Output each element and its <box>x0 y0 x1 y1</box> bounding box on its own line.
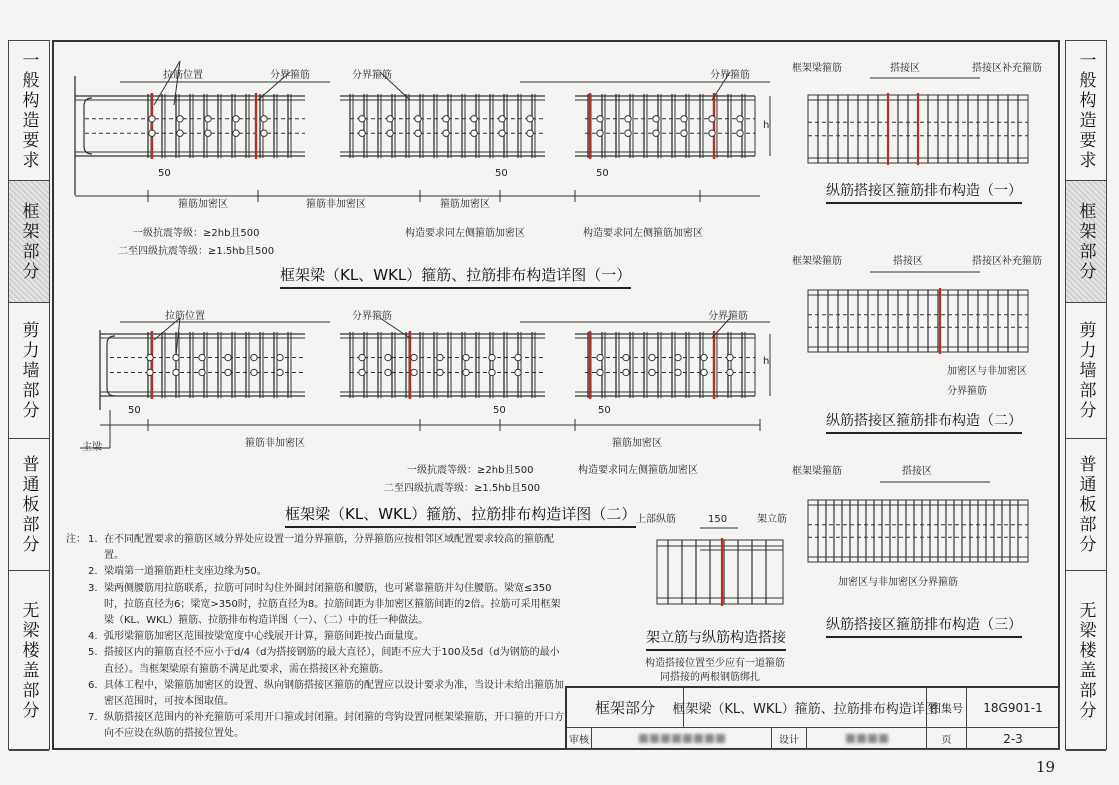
note-item <box>66 645 566 677</box>
tie-bar <box>233 116 239 122</box>
tie-bar <box>471 116 477 122</box>
label-main-beam: 主梁 <box>82 442 102 453</box>
zone-sparse: 箍筋非加密区 <box>306 199 366 210</box>
requirement-note: 构造要求同左侧箍筋加密区 <box>405 228 525 239</box>
label-tie-position: 拉筋位置 <box>163 70 203 81</box>
requirement-note: 构造要求同左侧箍筋加密区 <box>578 465 698 476</box>
tie-bar <box>277 354 283 360</box>
tie-bar <box>387 116 393 122</box>
erect-note-2: 同搭接的两根钢筋绑扎 <box>660 672 760 683</box>
tb-page-label: 页 <box>927 728 967 750</box>
note-item <box>66 629 566 645</box>
tie-bar <box>205 116 211 122</box>
note-number: 3. <box>88 582 98 594</box>
caption-detail-2: 框架梁（KL、WKL）箍筋、拉筋排布构造详图（二） <box>285 503 636 528</box>
tie-bar <box>675 354 681 360</box>
zone-dense: 箍筋加密区 <box>440 199 490 210</box>
tie-bar <box>653 116 659 122</box>
note-label <box>66 564 88 580</box>
tie-bar <box>625 130 631 136</box>
note-number: 7. <box>88 712 98 724</box>
tie-bar <box>489 369 495 375</box>
tie-bar <box>149 130 155 136</box>
tie-bar <box>385 354 391 360</box>
label-lap-zone: 搭接区 <box>902 466 932 477</box>
tie-bar <box>597 369 603 375</box>
tie-bar <box>411 354 417 360</box>
note-label <box>66 645 88 677</box>
dim-50: 50 <box>158 168 171 179</box>
caption-lap-1: 纵筋搭接区箍筋排布构造（一） <box>826 180 1022 204</box>
tie-bar <box>415 130 421 136</box>
note-number: 4. <box>88 631 98 643</box>
tie-bar <box>385 369 391 375</box>
side-tab-label: 一般构造要求 <box>18 50 39 171</box>
tie-bar <box>675 369 681 375</box>
note-boundary-stirrup: 分界箍筋 <box>947 386 987 397</box>
tie-bar <box>443 130 449 136</box>
label-boundary-stirrup: 分界箍筋 <box>710 70 750 81</box>
caption-lap-2: 纵筋搭接区箍筋排布构造（二） <box>826 410 1022 434</box>
label-frame-stirrup: 框架梁箍筋 <box>792 63 842 74</box>
tie-bar <box>177 116 183 122</box>
label-lap-zone: 搭接区 <box>890 63 920 74</box>
tb-atlas-label: 图集号 <box>927 688 967 728</box>
note-text: 具体工程中，梁箍筋加密区的设置、纵向钢筋搭接区箍筋的配置应以设计要求为准，当设计未给出箍筋加密区范围时，可按本图取值。 <box>104 679 564 708</box>
note-text: 弧形梁箍筋加密区范围按梁宽度中心线展开计算，箍筋间距按凸面量度。 <box>104 631 424 643</box>
note-number: 6. <box>88 679 98 691</box>
zone-dense: 箍筋加密区 <box>612 438 662 449</box>
tb-title: 框架梁（KL、WKL）箍筋、拉筋排布构造详图 <box>684 688 927 728</box>
label-frame-stirrup: 框架梁箍筋 <box>792 466 842 477</box>
tie-bar <box>359 116 365 122</box>
label-lap-zone: 搭接区 <box>893 256 923 267</box>
requirement-note: 构造要求同左侧箍筋加密区 <box>583 228 703 239</box>
tie-bar <box>225 354 231 360</box>
grade-1: 一级抗震等级：≥2hb且500 <box>407 465 534 476</box>
tie-bar <box>681 116 687 122</box>
grade-2-4: 二至四级抗震等级：≥1.5hb且500 <box>118 246 275 257</box>
tie-bar <box>173 369 179 375</box>
tie-bar <box>649 354 655 360</box>
tb-section: 框架部分 <box>567 688 684 728</box>
title-block <box>565 686 1060 750</box>
side-tab-label: 框架部分 <box>18 201 39 282</box>
tie-bar <box>463 369 469 375</box>
note-zone-boundary: 加密区与非加密区分界箍筋 <box>838 577 958 588</box>
side-tab-label: 剪力墙部分 <box>18 320 39 421</box>
tie-bar <box>653 130 659 136</box>
label-lap-extra: 搭接区补充箍筋 <box>972 63 1042 74</box>
tie-bar <box>177 130 183 136</box>
dim-50: 50 <box>495 168 508 179</box>
note-item <box>66 678 566 710</box>
zone-sparse: 箍筋非加密区 <box>245 438 305 449</box>
tie-bar <box>437 369 443 375</box>
tb-atlas-no: 18G901-1 <box>967 688 1060 728</box>
page-number: 19 <box>1036 758 1056 776</box>
tb-review-signature <box>592 728 772 750</box>
tie-bar <box>251 354 257 360</box>
tie-bar <box>205 130 211 136</box>
note-number: 2. <box>88 566 98 578</box>
tie-bar <box>387 130 393 136</box>
caption-detail-1: 框架梁（KL、WKL）箍筋、拉筋排布构造详图（一） <box>280 264 631 289</box>
dim-50: 50 <box>128 405 141 416</box>
tie-bar <box>625 116 631 122</box>
zone-dense: 箍筋加密区 <box>178 199 228 210</box>
tie-bar <box>499 116 505 122</box>
tie-bar <box>709 130 715 136</box>
side-tab-label: 普通板部分 <box>1075 454 1096 555</box>
note-label <box>66 629 88 645</box>
tie-bar <box>681 130 687 136</box>
caption-lap-3: 纵筋搭接区箍筋排布构造（三） <box>826 614 1022 638</box>
side-tab-label: 框架部分 <box>1075 201 1096 282</box>
tie-bar <box>727 369 733 375</box>
tie-bar <box>515 369 521 375</box>
side-tab-label: 剪力墙部分 <box>1075 320 1096 421</box>
tie-bar <box>597 354 603 360</box>
note-number: 1. <box>88 534 98 545</box>
label-boundary-stirrup: 分界箍筋 <box>270 70 310 81</box>
label-tie-position: 拉筋位置 <box>165 311 205 322</box>
tie-bar <box>359 369 365 375</box>
note-text: 梁两侧腰筋用拉筋联系，拉筋可同时勾住外圈封闭箍筋和腰筋，也可紧靠箍筋并勾住腰筋。梁宽≤350时，拉筋直径为6；梁宽>350时，拉筋直径为8。拉筋间距为非加密区箍筋间距的2倍。拉筋可采用框架梁（KL、WKL）箍筋、拉筋排布构造详图（一）、（二）中的任一种做法。 <box>104 582 561 627</box>
note-item <box>66 581 566 630</box>
tie-bar <box>527 130 533 136</box>
tie-bar <box>623 354 629 360</box>
dim-50: 50 <box>596 168 609 179</box>
tie-bar <box>701 354 707 360</box>
label-lap-extra: 搭接区补充箍筋 <box>972 256 1042 267</box>
side-tab-label: 无梁楼盖部分 <box>18 600 39 721</box>
tie-bar <box>173 354 179 360</box>
tb-design-signature <box>807 728 927 750</box>
tie-bar <box>261 116 267 122</box>
tie-bar <box>225 369 231 375</box>
label-height: h <box>763 120 770 131</box>
note-label: 注： <box>66 534 86 545</box>
label-erect-bar: 架立筋 <box>757 514 787 525</box>
label-frame-stirrup: 框架梁箍筋 <box>792 256 842 267</box>
tie-bar <box>199 369 205 375</box>
grade-2-4: 二至四级抗震等级：≥1.5hb且500 <box>384 483 541 494</box>
lap3-beam <box>808 500 1028 562</box>
tb-page-no: 2-3 <box>967 728 1060 750</box>
side-tab-label: 无梁楼盖部分 <box>1075 600 1096 721</box>
caption-erect-bar: 架立筋与纵筋构造搭接 <box>646 627 786 651</box>
note-text: 在不同配置要求的箍筋区域分界处应设置一道分界箍筋，分界箍筋应按相邻区域配置要求较高的箍筋配置。 <box>104 534 554 562</box>
note-text: 搭接区内的箍筋直径不应小于d/4（d为搭接钢筋的最大直径），间距不应大于100及5d（d为钢筋的最小直径）。当框架梁原有箍筋不满足此要求，需在搭接区补充箍筋。 <box>104 647 560 675</box>
beam-end-hook <box>84 98 92 154</box>
tie-bar <box>515 354 521 360</box>
tie-bar <box>527 116 533 122</box>
label-boundary-stirrup: 分界箍筋 <box>352 70 392 81</box>
tie-bar <box>359 130 365 136</box>
note-label <box>66 581 88 630</box>
tie-bar <box>233 130 239 136</box>
tie-bar <box>261 130 267 136</box>
note-label <box>66 678 88 710</box>
side-tab-label: 一般构造要求 <box>1075 50 1096 171</box>
dim-50: 50 <box>493 405 506 416</box>
tie-bar <box>499 130 505 136</box>
tie-bar <box>727 354 733 360</box>
tie-bar <box>147 354 153 360</box>
tie-bar <box>199 354 205 360</box>
tie-bar <box>463 354 469 360</box>
tie-bar <box>737 116 743 122</box>
tie-bar <box>443 116 449 122</box>
tie-bar <box>597 130 603 136</box>
tie-bar <box>359 354 365 360</box>
tie-bar <box>737 130 743 136</box>
dim-50: 50 <box>598 405 611 416</box>
label-boundary-stirrup: 分界箍筋 <box>708 311 748 322</box>
note-item <box>66 564 566 580</box>
side-tab-label: 普通板部分 <box>18 454 39 555</box>
tie-bar <box>623 369 629 375</box>
note-label <box>66 710 88 742</box>
notes-block <box>66 532 566 743</box>
note-item <box>66 532 566 564</box>
tie-bar <box>471 130 477 136</box>
tie-bar <box>149 116 155 122</box>
label-top-bar: 上部纵筋 <box>636 514 676 525</box>
tie-bar <box>277 369 283 375</box>
tie-bar <box>597 116 603 122</box>
note-text: 梁端第一道箍筋距柱支座边缘为50。 <box>104 566 267 578</box>
tb-review-label: 审核 <box>567 728 592 750</box>
grade-1: 一级抗震等级：≥2hb且500 <box>133 228 260 239</box>
tie-bar <box>251 369 257 375</box>
tie-bar <box>489 354 495 360</box>
tie-bar <box>415 116 421 122</box>
erect-note-1: 构造搭接位置至少应有一道箍筋 <box>645 658 785 669</box>
label-height: h <box>763 356 770 367</box>
note-text: 纵筋搭接区范围内的补充箍筋可采用开口箍或封闭箍。封闭箍的弯钩设置同框架梁箍筋，开口箍的开口方向不应设在纵筋的搭接位置处。 <box>104 712 564 740</box>
beam-end-hook <box>107 336 115 396</box>
dim-150: 150 <box>708 514 728 525</box>
tie-bar <box>411 369 417 375</box>
tie-bar <box>701 369 707 375</box>
tb-design-label: 设计 <box>772 728 807 750</box>
tie-bar <box>147 369 153 375</box>
tie-bar <box>437 354 443 360</box>
note-number: 5. <box>88 647 98 659</box>
tie-bar <box>709 116 715 122</box>
tie-bar <box>649 369 655 375</box>
note-item <box>66 710 566 742</box>
label-boundary-stirrup: 分界箍筋 <box>352 311 392 322</box>
note-zone-boundary: 加密区与非加密区 <box>947 366 1027 377</box>
